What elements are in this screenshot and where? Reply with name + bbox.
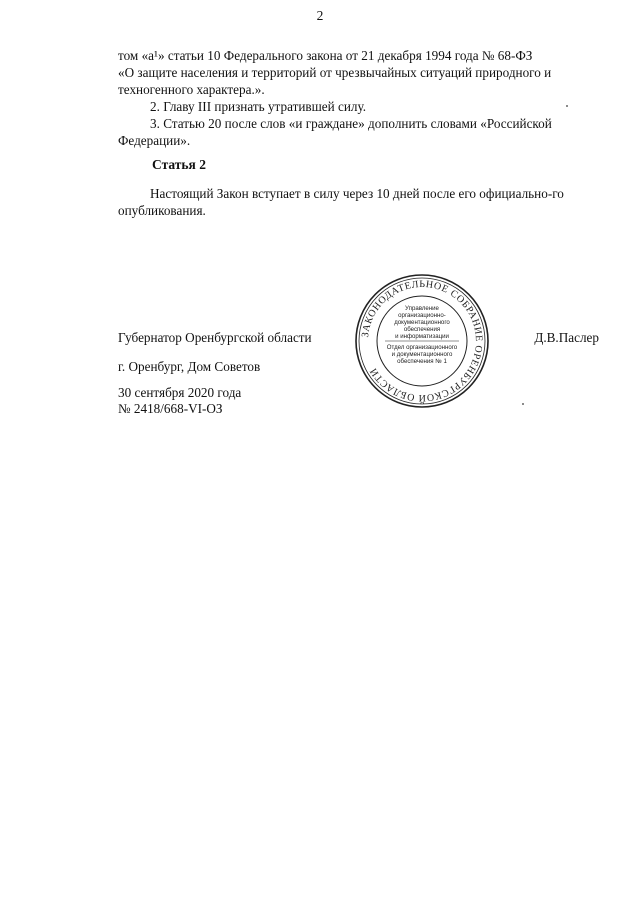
signatory-name: Д.В.Паслер	[534, 330, 599, 345]
svg-text:организационно-: организационно-	[398, 312, 446, 319]
svg-text:обеспечения: обеспечения	[403, 326, 441, 333]
svg-text:и документационного: и документационного	[391, 351, 453, 358]
svg-text:и информатизации: и информатизации	[395, 333, 449, 340]
paragraph-1-line-2: «О защите населения и территорий от чрезвычайных ситуаций природного и	[118, 65, 552, 80]
signing-place: г. Оренбург, Дом Советов	[118, 359, 261, 374]
law-number: № 2418/668-VI-ОЗ	[118, 401, 223, 416]
official-seal-stamp	[353, 272, 491, 410]
paragraph-1-line-1: том «а¹» статьи 10 Федерального закона от 21 декабря 1994 года № 68-ФЗ	[118, 48, 533, 63]
svg-text:Отдел организационного: Отдел организационного	[386, 344, 458, 351]
signatory-title: Губернатор Оренбургской области	[118, 330, 312, 345]
svg-text:документационного: документационного	[394, 319, 450, 326]
signing-date: 30 сентября 2020 года	[118, 385, 242, 400]
svg-text:ЗАКОНОДАТЕЛЬНОЕ СОБРАНИЕ ОРЕНБ: ЗАКОНОДАТЕЛЬНОЕ СОБРАНИЕ ОРЕНБУРГСКОЙ ОБЛАСТИ	[360, 278, 485, 404]
article-heading: Статья 2	[152, 157, 206, 172]
paragraph-1-line-3: техногенного характера.».	[118, 82, 265, 97]
svg-text:обеспечения № 1: обеспечения № 1	[397, 358, 447, 365]
paragraph-3: 3. Статью 20 после слов «и граждане» дополнить словами «Российской Федерации».	[118, 116, 552, 148]
law-text-block	[118, 47, 600, 149]
article-text: Настоящий Закон вступает в силу через 10 дней после его официально-го опубликования.	[118, 186, 564, 218]
svg-text:Управление: Управление	[405, 305, 439, 312]
article-text-block	[118, 185, 600, 219]
paragraph-2: 2. Главу III признать утратившей силу.	[150, 99, 367, 114]
page-number: 2	[316, 8, 324, 23]
scan-speck	[566, 105, 568, 107]
scan-speck	[522, 403, 524, 405]
